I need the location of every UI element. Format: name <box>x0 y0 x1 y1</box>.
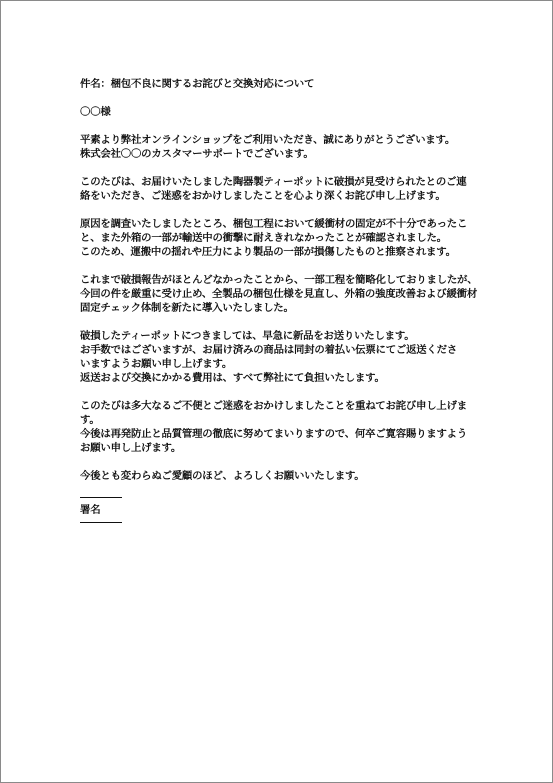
text-line: このたびは多大なるご不便とご迷惑をおかけしましたことを重ねてお詫び申し上げま <box>80 400 467 412</box>
text-line: 破損したティーポットにつきましては、早急に新品をお送りいたします。 <box>80 330 415 342</box>
text-line: と、また外箱の一部が輸送中の衝撃に耐えきれなかったことが確認されました。 <box>80 232 447 244</box>
paragraph-closing-apology <box>80 399 480 455</box>
signature-label: 署名 <box>80 504 101 516</box>
paragraph-closing <box>80 469 480 483</box>
signature-rule-top <box>80 497 122 498</box>
paragraph-greeting <box>80 133 480 161</box>
text-line: 平素より弊社オンラインショップをご利用いただき、誠にありがとうございます。 <box>80 134 456 146</box>
text-line: 今後は再発防止と品質管理の徹底に努めてまいりますので、何卒ご寛容賜りますよう <box>80 428 468 440</box>
paragraph-countermeasure <box>80 273 480 315</box>
letter-recipient <box>80 105 480 119</box>
text-line: 原因を調査いたしましたところ、梱包工程において緩衝材の固定が不十分であったこ <box>80 218 468 230</box>
subject-line: 件名：梱包不良に関するお詫びと交換対応について <box>80 78 315 90</box>
paragraph-exchange <box>80 329 480 385</box>
letter-body <box>80 77 480 523</box>
text-line: お願い申し上げます。 <box>80 442 182 454</box>
text-line: 株式会社〇〇のカスタマーサポートでございます。 <box>80 148 314 160</box>
text-line: 今後とも変わらぬご愛顧のほど、よろしくお願いいたします。 <box>80 470 365 482</box>
text-line: 絡をいただき、ご迷惑をおかけしましたことを心より深くお詫び申し上げます。 <box>80 190 446 202</box>
recipient-line: 〇〇様 <box>80 106 111 118</box>
text-line: このため、運搬中の揺れや圧力により製品の一部が損傷したものと推察されます。 <box>80 246 456 258</box>
paragraph-cause <box>80 217 480 259</box>
text-line: 今回の件を厳重に受け止め、全製品の梱包仕様を見直し、外箱の強度改善および緩衝材 <box>80 288 478 300</box>
signature-rule-bottom <box>80 522 122 523</box>
text-line: お手数ではございますが、お届け済みの商品は同封の着払い伝票にてご返送くださ <box>80 344 458 356</box>
text-line: す。 <box>80 414 100 426</box>
text-line: これまで破損報告がほとんどなかったことから、一部工程を簡略化しておりましたが、 <box>80 274 478 286</box>
text-line: このたびは、お届けいたしました陶器製ティーポットに破損が見受けられたとのご連 <box>80 176 467 188</box>
letter-subject <box>80 77 480 91</box>
text-line: 固定チェック体制を新たに導入いたしました。 <box>80 302 294 314</box>
text-line: いますようお願い申し上げます。 <box>80 358 233 370</box>
text-line: 返送および交換にかかる費用は、すべて弊社にて負担いたします。 <box>80 372 385 384</box>
paragraph-apology <box>80 175 480 203</box>
signature-block <box>80 497 480 523</box>
